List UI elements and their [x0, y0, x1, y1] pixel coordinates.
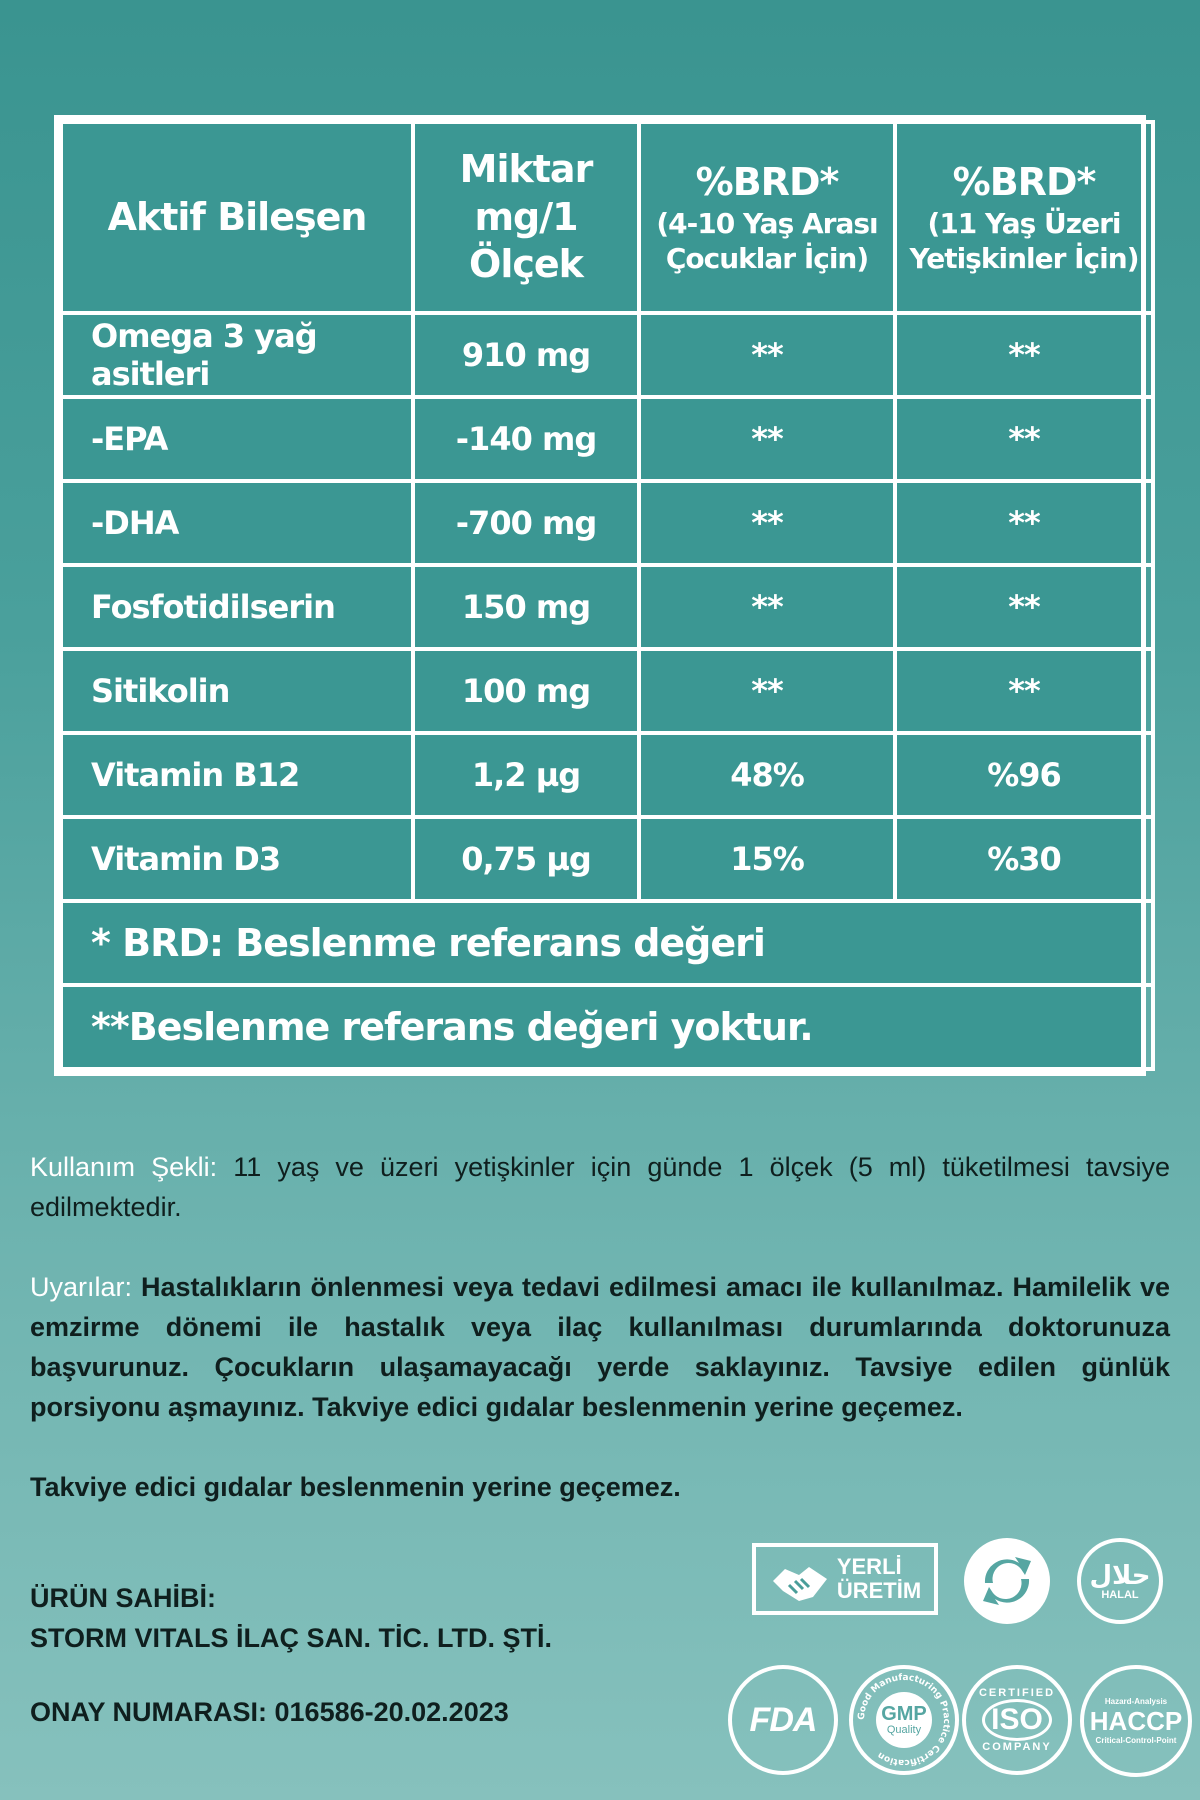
iso-top: CERTIFIED [978, 1687, 1056, 1699]
gmp-badge [849, 1665, 959, 1775]
iso-main: ISO [982, 1699, 1052, 1741]
header-ingredient: Aktif Bileşen [61, 122, 413, 313]
brd-child-value: ** [639, 565, 895, 649]
gmp-ring-text: Good Manufacturing Practice Certification [856, 1672, 952, 1768]
owner-company: STORM VITALS İLAÇ SAN. TİC. LTD. ŞTİ. [30, 1623, 552, 1653]
recycle-badge [964, 1538, 1050, 1624]
ingredient-amount: -140 mg [413, 397, 639, 481]
recycle-icon [975, 1549, 1039, 1613]
product-owner [30, 1578, 552, 1658]
header-brd-adult: %BRD* (11 Yaş Üzeri Yetişkinler İçin) [895, 122, 1153, 313]
iso-badge [962, 1665, 1072, 1775]
halal-label: HALAL [1101, 1589, 1139, 1601]
table-row [61, 817, 1153, 901]
brd-child-value: 15% [639, 817, 895, 901]
brd-adult-value: %96 [895, 733, 1153, 817]
ingredient-name: Vitamin D3 [61, 817, 413, 901]
ingredient-name: Vitamin B12 [61, 733, 413, 817]
gmp-sub: Quality [886, 1724, 922, 1736]
ingredient-name: Sitikolin [61, 649, 413, 733]
brd-footnote: * BRD: Beslenme referans değeri [61, 901, 1153, 985]
brd-adult-value: ** [895, 313, 1153, 397]
table-note-row [61, 901, 1153, 985]
haccp-top: Hazard-Analysis [1104, 1697, 1168, 1706]
brd-child-value: ** [639, 397, 895, 481]
table-header-row [61, 122, 1153, 313]
nutrition-table [54, 115, 1146, 1076]
gmp-main: GMP [881, 1703, 927, 1725]
usage-paragraph [30, 1147, 1170, 1227]
ingredient-amount: 150 mg [413, 565, 639, 649]
supplement-note: Takviye edici gıdalar beslenmenin yerine geçemez. [30, 1472, 681, 1502]
ingredient-amount: 910 mg [413, 313, 639, 397]
ingredient-amount: 0,75 µg [413, 817, 639, 901]
usage-text: 11 yaş ve üzeri yetişkinler için günde 1 ölçek (5 ml) tüketilmesi tavsiye edilmektedir. [30, 1152, 1170, 1222]
header-brd-child: %BRD* (4-10 Yaş Arası Çocuklar İçin) [639, 122, 895, 313]
ingredient-name: Omega 3 yağ asitleri [61, 313, 413, 397]
table-row [61, 565, 1153, 649]
table-row [61, 733, 1153, 817]
brd-adult-value: %30 [895, 817, 1153, 901]
no-brd-footnote: **Beslenme referans değeri yoktur. [61, 985, 1153, 1069]
warnings-paragraph [30, 1267, 1170, 1427]
halal-arabic: حلال [1089, 1560, 1151, 1590]
handshake-icon [769, 1551, 831, 1607]
table-row [61, 649, 1153, 733]
ingredient-amount: 100 mg [413, 649, 639, 733]
table-row [61, 481, 1153, 565]
brd-adult-value: ** [895, 397, 1153, 481]
warnings-label: Uyarılar: [30, 1272, 133, 1302]
ingredient-amount: 1,2 µg [413, 733, 639, 817]
ingredient-name: -DHA [61, 481, 413, 565]
halal-badge [1077, 1538, 1163, 1624]
product-info-text [30, 1147, 1170, 1547]
approval-number: ONAY NUMARASI: 016586-20.02.2023 [30, 1697, 509, 1727]
brd-child-value: ** [639, 649, 895, 733]
yerli-line2: ÜRETİM [836, 1578, 922, 1603]
brd-adult-value: ** [895, 481, 1153, 565]
header-amount: Miktar mg/1 Ölçek [413, 122, 639, 313]
fda-badge [728, 1665, 838, 1775]
brd-adult-value: ** [895, 649, 1153, 733]
table-row [61, 397, 1153, 481]
fda-label: FDA [749, 1700, 817, 1739]
brd-child-value: 48% [639, 733, 895, 817]
table-note-row [61, 985, 1153, 1069]
table-row [61, 313, 1153, 397]
usage-label: Kullanım Şekli: [30, 1152, 218, 1182]
ingredient-name: -EPA [61, 397, 413, 481]
svg-text:Good Manufacturing Practice Ce [857, 1673, 951, 1767]
gmp-ring-icon [849, 1665, 959, 1775]
iso-bottom: COMPANY [982, 1741, 1052, 1753]
brd-adult-value: ** [895, 565, 1153, 649]
warnings-text: Hastalıkların önlenmesi veya tedavi edilmesi amacı ile kullanılmaz. Hamilelik ve emzirme dönemi ile hastalık veya ilaç kullanılması durumlarında doktorunuza başvurunuz. Çocukların ulaşamayacağı yerde saklayınız. Tavsiye edilen günlük porsiyonu aşmayınız. Takviye edici gıdalar beslenmenin yerine geçemez. [30, 1272, 1170, 1422]
yerli-line1: YERLİ [836, 1554, 902, 1579]
haccp-main: HACCP [1089, 1706, 1183, 1736]
haccp-badge [1080, 1665, 1192, 1777]
brd-child-value: ** [639, 481, 895, 565]
ingredient-name: Fosfotidilserin [61, 565, 413, 649]
owner-label: ÜRÜN SAHİBİ: [30, 1583, 216, 1613]
domestic-production-badge [752, 1543, 938, 1615]
brd-child-value: ** [639, 313, 895, 397]
haccp-bottom: Critical-Control-Point [1095, 1736, 1177, 1745]
ingredient-amount: -700 mg [413, 481, 639, 565]
